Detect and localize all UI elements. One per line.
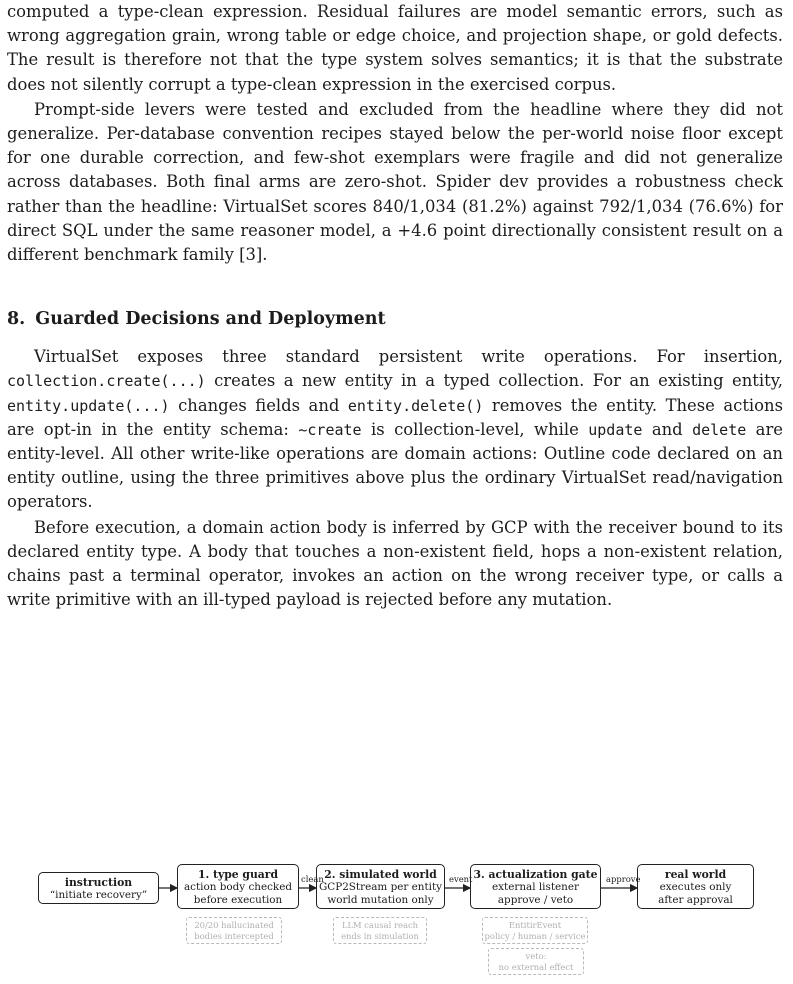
box-line: GCP2Stream per entity [318,881,443,893]
code-entity-update: entity.update(...) [7,396,170,415]
box-line: action body checked [183,881,293,893]
paragraph-1: computed a type-clean expression. Residual failures are model semantic errors, such as wrong aggregation grain, wrong table or edge choice, and projection shape, or gold defects. The result is therefore not that the type system solves semantics; it is that the substrate does not silently corrupt a type-clean expression in the exercised corpus. [7,2,783,94]
box-line: before execution [193,894,283,906]
note-line: EntitirEvent [508,920,562,930]
box-title: 1. type guard [197,868,279,881]
box-line: “initiate recovery” [49,889,148,901]
box-line: executes only [659,881,732,893]
code-update: update [588,420,643,439]
note-line: ends in simulation [341,930,419,941]
note-gate-event [482,917,588,944]
note-line: veto: [525,951,547,961]
paragraph-3 [7,345,783,514]
note-simulation [333,917,427,944]
p3-text: are entity-level. All other write-like operations are domain actions: Outline code declared on an entity outline, using the three primitives above plus the ordinary VirtualSet read/navigation operators. [7,419,783,512]
box-title: 3. actualization gate [473,868,598,881]
p3-text: creates a new entity in a typed collection. For an existing entity, [205,371,783,391]
note-line: bodies intercepted [194,930,274,941]
edge-label-approve: approve [606,874,641,884]
note-guard [186,917,282,944]
p3-text: VirtualSet exposes three standard persistent write operations. For insertion, [34,347,783,367]
p3-text: changes fields and [169,395,348,415]
note-line: 20/20 hallucinated [194,920,274,930]
paragraph-2: Prompt-side levers were tested and excluded from the headline where they did not generalize. Per-database convention recipes stayed below the per-world noise floor except for one durable correction, and few-shot exemplars were fragile and did not generalize across databases. Both final arms are zero-shot. Spider dev provides a robustness check rather than the headline: VirtualSet scores 840/1,034 (81.2%) against 792/1,034 (76.6%) for direct SQL under the same reasoner model, a +4.6 point directionally consistent result on a different benchmark family [3]. [7,99,783,265]
code-delete: delete [692,420,747,439]
code-collection-create: collection.create(...) [7,372,206,391]
box-title: 2. simulated world [324,868,437,881]
box-line: world mutation only [327,894,434,906]
box-actualization-gate [470,864,601,909]
paper-page [7,0,783,612]
code-entity-delete: entity.delete() [347,396,484,415]
pipeline-figure [0,858,793,984]
box-line: external listener [492,881,579,893]
p3-text: is collection-level, while [361,419,589,439]
note-line: policy / human / service [484,930,586,941]
p3-text: and [642,419,693,439]
section-number: 8. [7,309,26,330]
box-real-world [637,864,754,909]
code-create: ~create [298,420,362,439]
note-line: LLM causal reach [341,920,419,930]
box-line: after approval [658,894,733,906]
box-line: approve / veto [497,894,574,906]
edge-label-event: event [449,874,473,884]
note-line: no external effect [498,961,574,972]
box-title: real world [664,868,727,881]
p3-text: removes the entity. These actions are opt-in in the entity schema: [7,395,784,439]
box-instruction [38,872,159,904]
section-heading [7,307,783,331]
box-type-guard [177,864,299,909]
paragraph-4: Before execution, a domain action body is inferred by GCP with the receiver bound to its declared entity type. A body that touches a non-existent field, hops a non-existent relation, chains past a terminal operator, invokes an action on the wrong receiver type, or calls a write primitive with an ill-typed payload is rejected before any mutation. [7,517,783,610]
edge-label-clean: clean [301,874,324,884]
box-title: instruction [64,876,133,889]
note-veto [488,948,584,975]
section-title: Guarded Decisions and Deployment [35,309,386,330]
box-simulated-world [316,864,445,909]
